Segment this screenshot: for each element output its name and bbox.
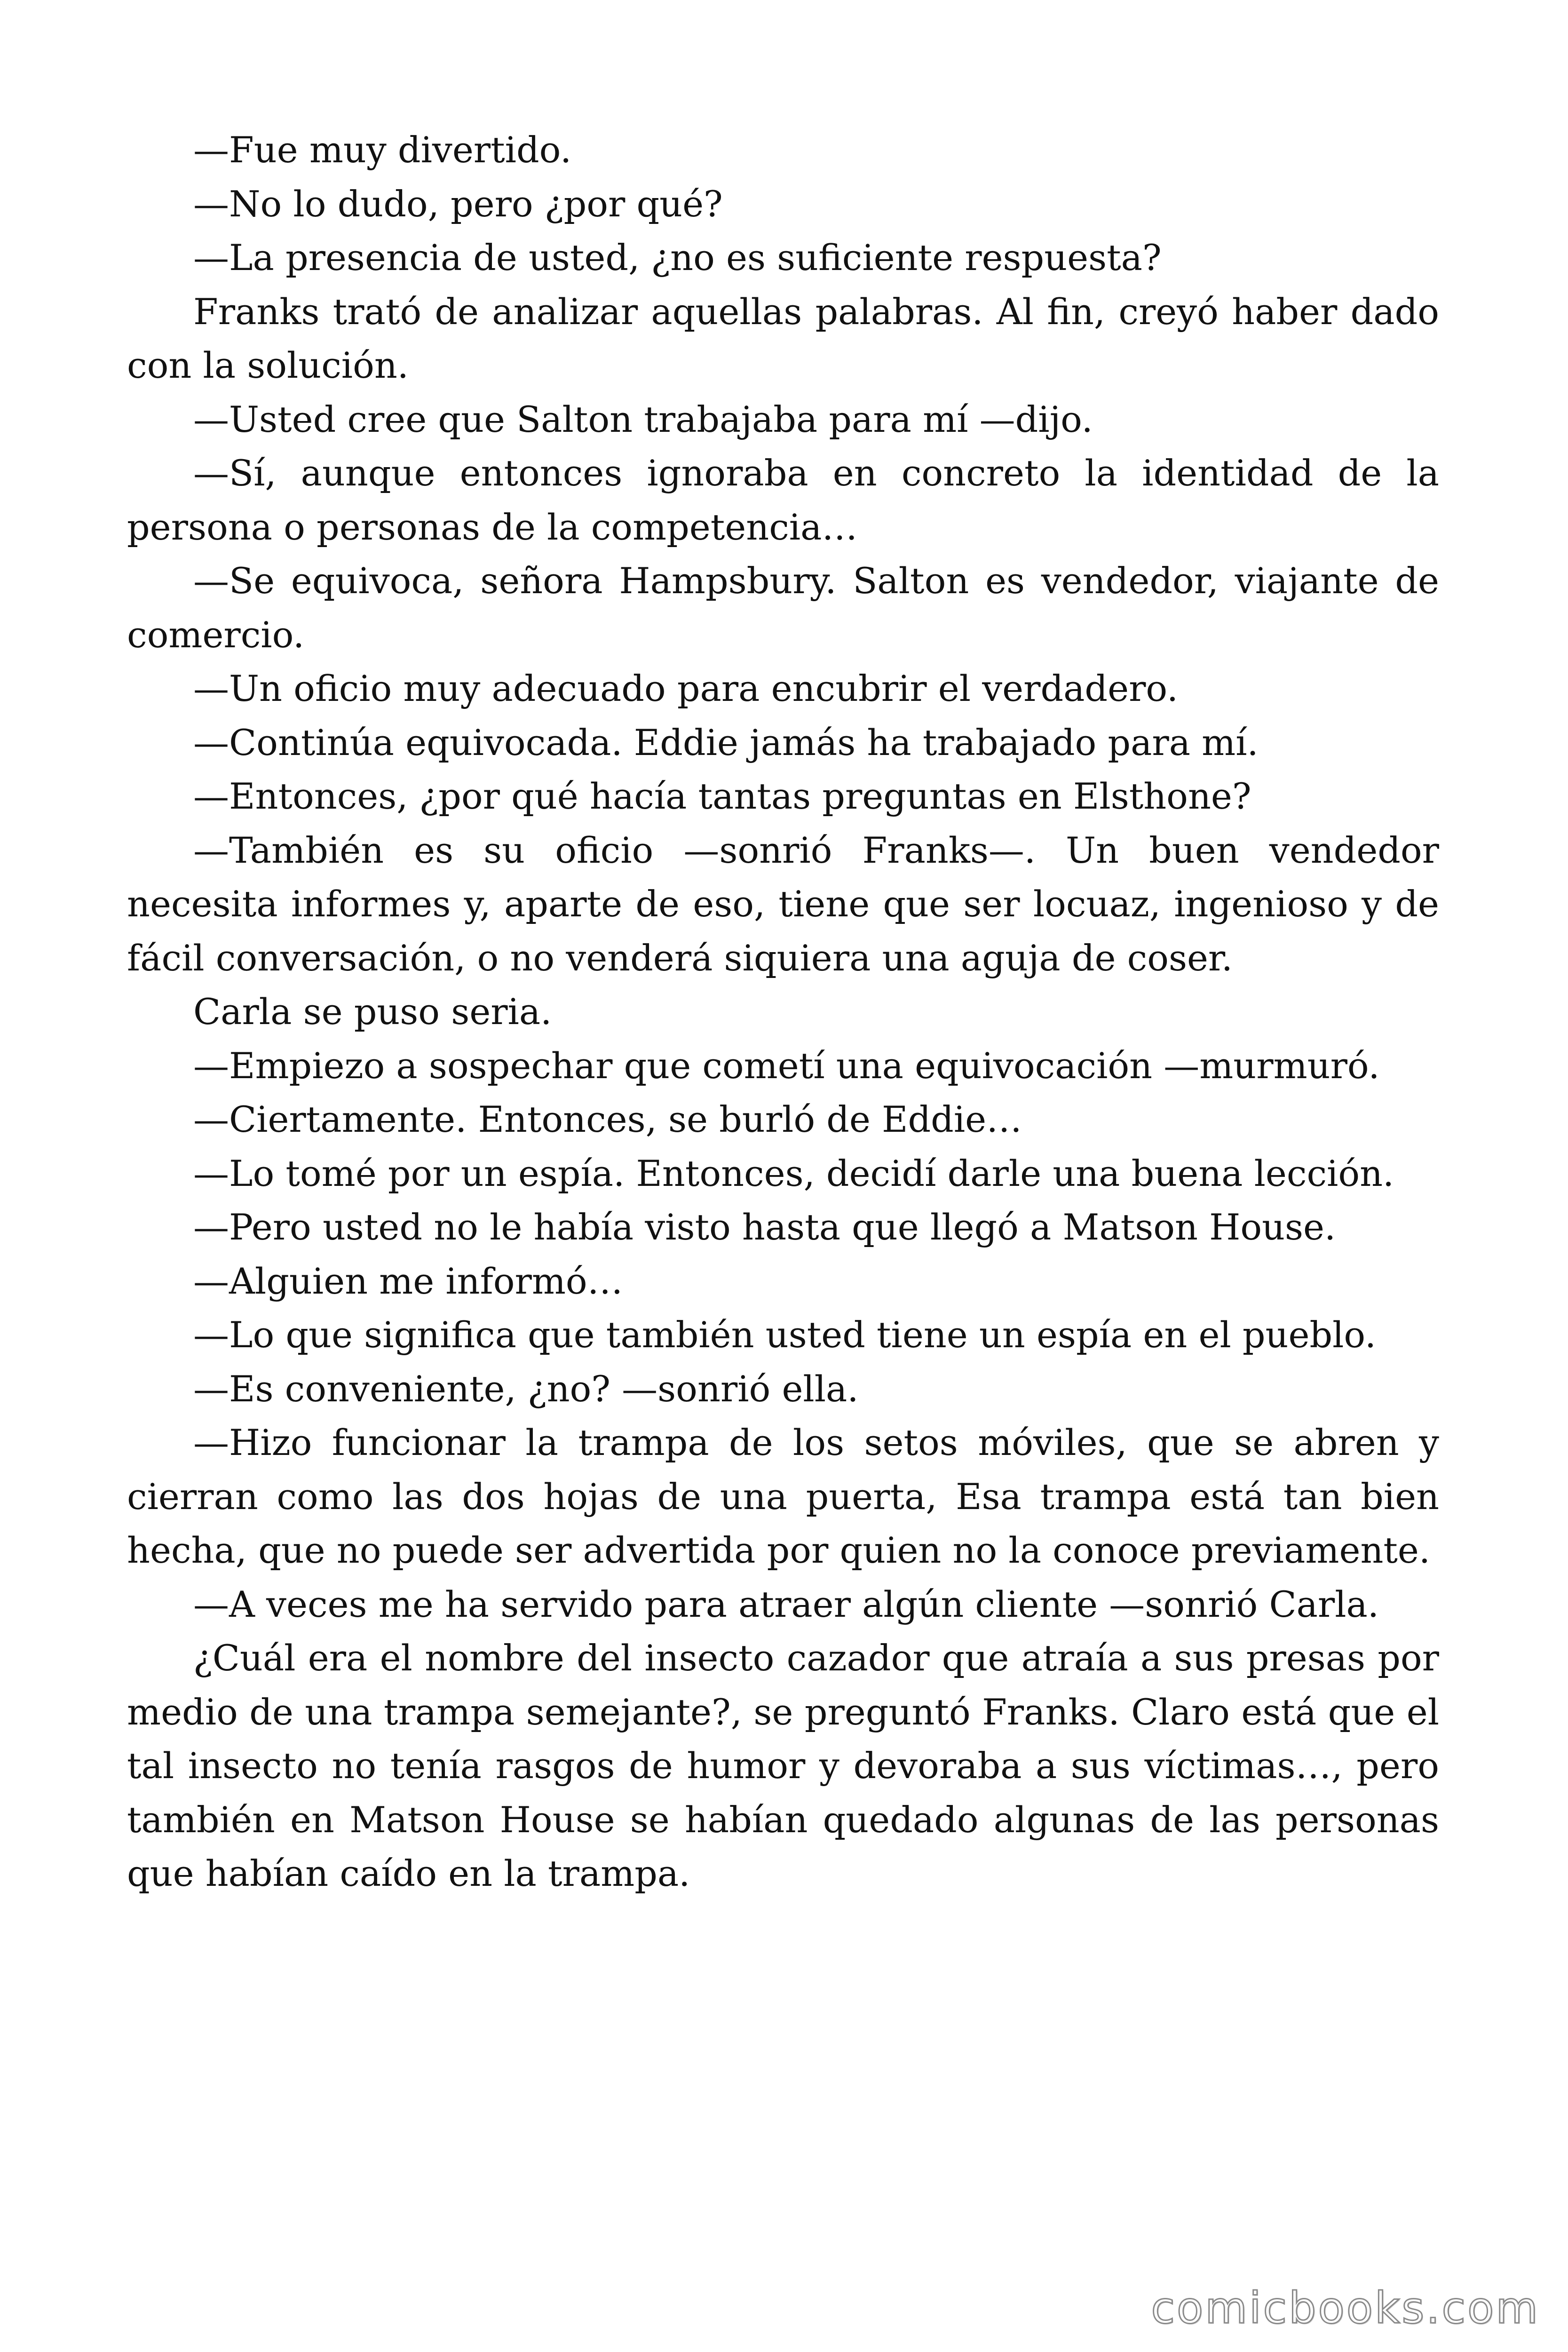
paragraph: —Lo que significa que también usted tiene un espía en el pueblo.	[193, 1314, 1377, 1356]
paragraph: —A veces me ha servido para atraer algún cliente —sonrió Carla.	[193, 1583, 1379, 1625]
paragraph: ¿Cuál era el nombre del insecto cazador que atraía a sus presas por medio de una trampa semejante?, se preguntó Franks. Claro está que el tal insecto no tenía rasgos de humor y devoraba a sus víctimas…, pero también en Matson House se habían quedado algunas de las personas que habían caído en la trampa.	[127, 1637, 1439, 1894]
paragraph: —Se equivoca, señora Hampsbury. Salton es vendedor, viajante de comercio.	[127, 560, 1439, 656]
paragraph: —Pero usted no le había visto hasta que llegó a Matson House.	[193, 1206, 1336, 1248]
paragraph: —También es su oficio —sonrió Franks—. Un buen vendedor necesita informes y, aparte de eso, tiene que ser locuaz, ingenioso y de fácil conversación, o no venderá siquiera una aguja de coser.	[127, 829, 1439, 979]
paragraph: —Usted cree que Salton trabajaba para mí —dijo.	[193, 398, 1093, 440]
paragraph: —Ciertamente. Entonces, se burló de Eddie…	[193, 1098, 1022, 1140]
watermark-logo: comicbooks.com	[1151, 2283, 1540, 2333]
page-body	[127, 123, 1439, 1901]
paragraph: —Un oficio muy adecuado para encubrir el verdadero.	[193, 667, 1178, 709]
paragraph: —Empiezo a sospechar que cometí una equivocación —murmuró.	[193, 1044, 1380, 1087]
paragraph: Franks trató de analizar aquellas palabras. Al fin, creyó haber dado con la solución.	[127, 290, 1439, 386]
paragraph: —Lo tomé por un espía. Entonces, decidí darle una buena lección.	[193, 1152, 1394, 1194]
paragraph: Carla se puso seria.	[193, 991, 552, 1033]
paragraph: —Hizo funcionar la trampa de los setos móviles, que se abren y cierran como las dos hojas de una puerta, Esa trampa está tan bien hecha, que no puede ser advertida por quien no la conoce previamente.	[127, 1422, 1439, 1571]
paragraph: —Entonces, ¿por qué hacía tantas preguntas en Elsthone?	[193, 775, 1251, 817]
paragraph: —Continúa equivocada. Eddie jamás ha trabajado para mí.	[193, 721, 1259, 763]
paragraph: —Sí, aunque entonces ignoraba en concreto la identidad de la persona o personas de la competencia…	[127, 452, 1439, 548]
paragraph: —No lo dudo, pero ¿por qué?	[193, 183, 723, 225]
paragraph: —Es conveniente, ¿no? —sonrió ella.	[193, 1367, 859, 1410]
paragraph: —Alguien me informó…	[193, 1260, 623, 1302]
paragraph: —La presencia de usted, ¿no es suficiente respuesta?	[193, 237, 1162, 278]
paragraph: —Fue muy divertido.	[193, 129, 572, 171]
